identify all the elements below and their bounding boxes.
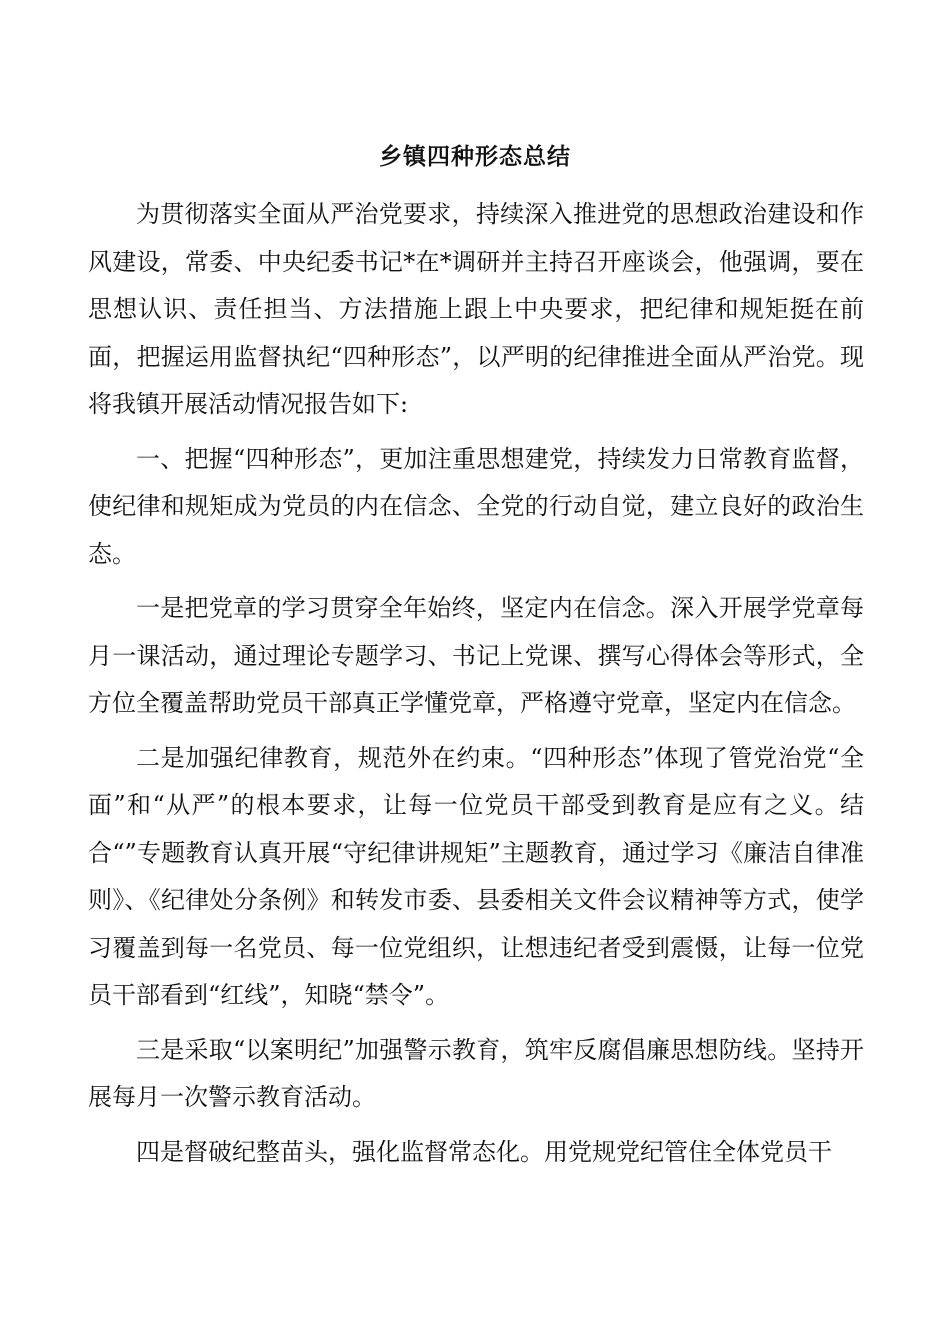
paragraph-point-one: 一是把党章的学习贯穿全年始终，坚定内在信念。深入开展学党章每月一课活动，通过理论专题学习、书记上党课、撰写心得体会等形式，全方位全覆盖帮助党员干部真正学懂党章，严格遵守党章，坚定内在信念。 (88, 594, 864, 717)
paragraph-intro: 为贯彻落实全面从严治党要求，持续深入推进党的思想政治建设和作风建设，常委、中央纪委书记*在*调研并主持召开座谈会，他强调，要在思想认识、责任担当、方法措施上跟上中央要求，把纪律和规矩挺在前面，把握运用监督执纪“四种形态”，以严明的纪律推进全面从严治党。现将我镇开展活动情况报告如下: (88, 200, 864, 418)
paragraph-point-two: 二是加强纪律教育，规范外在约束。“四种形态”体现了管党治党“全面”和“从严”的根本要求，让每一位党员干部受到教育是应有之义。结合“”专题教育认真开展“守纪律讲规矩”主题教育，通过学习《廉洁自律准则》、《纪律处分条例》和转发市委、县委相关文件会议精神等方式，使学习覆盖到每一名党员、每一位党组织，让想违纪者受到震慑，让每一位党员干部看到“红线”，知晓“禁令”。 (88, 743, 864, 1009)
document-title: 乡镇四种形态总结 (379, 143, 571, 170)
paragraph-point-three: 三是采取“以案明纪”加强警示教育，筑牢反腐倡廉思想防线。坚持开展每月一次警示教育活动。 (88, 1035, 864, 1111)
paragraph-section-one: 一、把握“四种形态”，更加注重思想建党，持续发力日常教育监督，使纪律和规矩成为党员的内在信念、全党的行动自觉，建立良好的政治生态。 (88, 444, 864, 568)
paragraph-point-four: 四是督破纪整苗头，强化监督常态化。用党规党纪管住全体党员干 (136, 1137, 832, 1166)
document-body (88, 191, 864, 1183)
